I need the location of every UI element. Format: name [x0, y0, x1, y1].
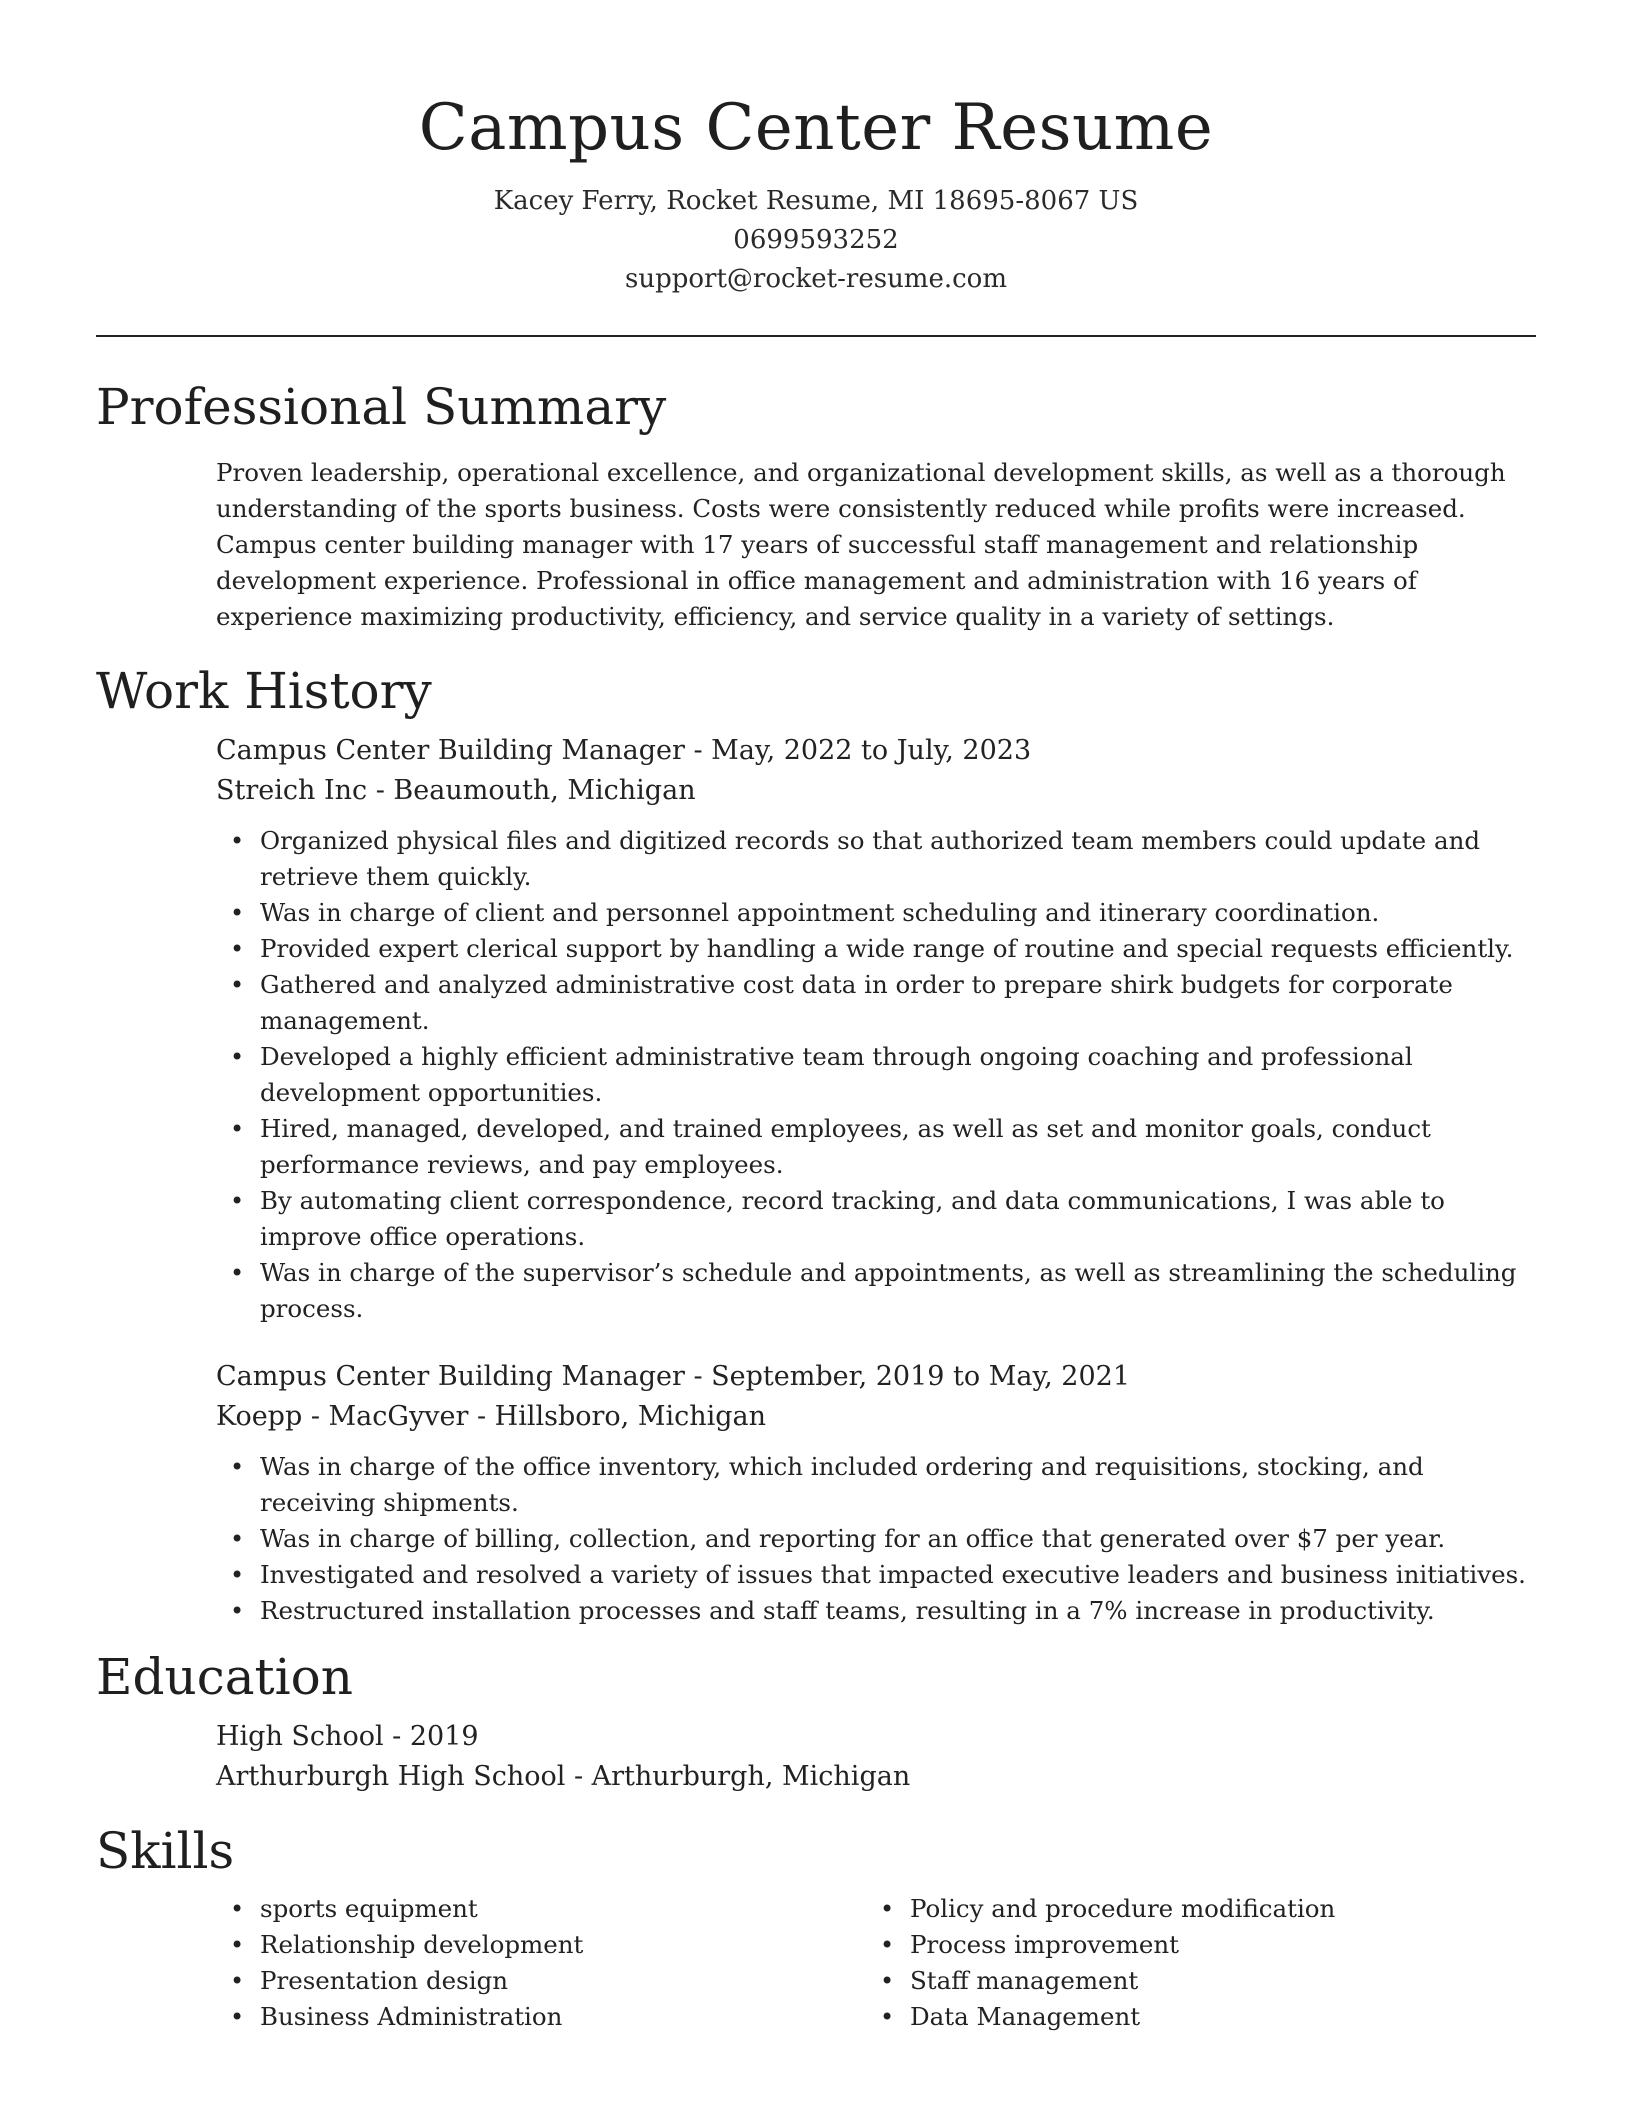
summary-block [216, 455, 1536, 635]
section-title-education: Education [96, 1648, 353, 1706]
header-divider [96, 335, 1536, 337]
job-entry [216, 1357, 1536, 1629]
skill-item: • sports equipment [216, 1891, 866, 1927]
list-item: • Organized physical files and digitized records so that authorized team members could update and retrieve them quickly. [216, 823, 1536, 895]
contact-address: Kacey Ferry, Rocket Resume, MI 18695-8067 US [493, 186, 1139, 216]
section-title-work-history: Work History [96, 662, 432, 720]
section-title-skills: Skills [96, 1822, 235, 1880]
job-title-line: Campus Center Building Manager - September, 2019 to May, 2021 [216, 1361, 1131, 1392]
skill-item: • Staff management [866, 1963, 1516, 1999]
education-degree-line: High School - 2019 [216, 1721, 479, 1752]
list-item: • Was in charge of client and personnel appointment scheduling and itinerary coordination. [216, 895, 1536, 931]
job-company-line: Streich Inc - Beaumouth, Michigan [216, 775, 696, 806]
education-entry [216, 1717, 1536, 1797]
summary-text: Proven leadership, operational excellence, and organizational development skills, as well as a thorough understanding of the sports business. Costs were consistently reduced while profits were increased. Campus center building manager with 17 years of successful staff management and relationship development experience. Professional in office management and administration with 16 years of experience maximizing productivity, efficiency, and service quality in a variety of settings. [216, 458, 1506, 631]
job-company-line: Koepp - MacGyver - Hillsboro, Michigan [216, 1401, 767, 1432]
list-item: • Was in charge of the supervisor’s schedule and appointments, as well as streamlining the scheduling process. [216, 1255, 1536, 1327]
skill-item: • Policy and procedure modification [866, 1891, 1516, 1927]
contact-phone: 0699593252 [733, 225, 899, 255]
list-item: • Developed a highly efficient administrative team through ongoing coaching and professional development opportunities. [216, 1039, 1536, 1111]
education-school-line: Arthurburgh High School - Arthurburgh, Michigan [216, 1761, 911, 1792]
skill-item: • Presentation design [216, 1963, 866, 1999]
list-item: • Hired, managed, developed, and trained employees, as well as set and monitor goals, conduct performance reviews, and pay employees. [216, 1111, 1536, 1183]
resume-title: Campus Center Resume [418, 91, 1214, 165]
section-title-summary: Professional Summary [96, 378, 667, 436]
contact-block [96, 182, 1536, 299]
skills-columns [216, 1891, 1536, 2035]
list-item: • Gathered and analyzed administrative cost data in order to prepare shirk budgets for corporate management. [216, 967, 1536, 1039]
list-item: • By automating client correspondence, record tracking, and data communications, I was able to improve office operations. [216, 1183, 1536, 1255]
list-item: • Was in charge of billing, collection, and reporting for an office that generated over $7 per year. [216, 1521, 1536, 1557]
job-duties-list [216, 823, 1536, 1327]
job-entry [216, 731, 1536, 1327]
skill-item: • Data Management [866, 1999, 1516, 2035]
list-item: • Restructured installation processes and staff teams, resulting in a 7% increase in productivity. [216, 1593, 1536, 1629]
list-item: • Provided expert clerical support by handling a wide range of routine and special requests efficiently. [216, 931, 1536, 967]
list-item: • Was in charge of the office inventory, which included ordering and requisitions, stocking, and receiving shipments. [216, 1449, 1536, 1521]
job-duties-list [216, 1449, 1536, 1629]
skills-list-left [216, 1891, 866, 2035]
skill-item: • Business Administration [216, 1999, 866, 2035]
resume-page [96, 0, 1536, 2035]
contact-email[interactable]: support@rocket-resume.com [624, 264, 1007, 294]
skill-item: • Process improvement [866, 1927, 1516, 1963]
skill-item: • Relationship development [216, 1927, 866, 1963]
job-title-line: Campus Center Building Manager - May, 2022 to July, 2023 [216, 735, 1032, 766]
list-item: • Investigated and resolved a variety of issues that impacted executive leaders and business initiatives. [216, 1557, 1536, 1593]
skills-list-right [866, 1891, 1516, 2035]
